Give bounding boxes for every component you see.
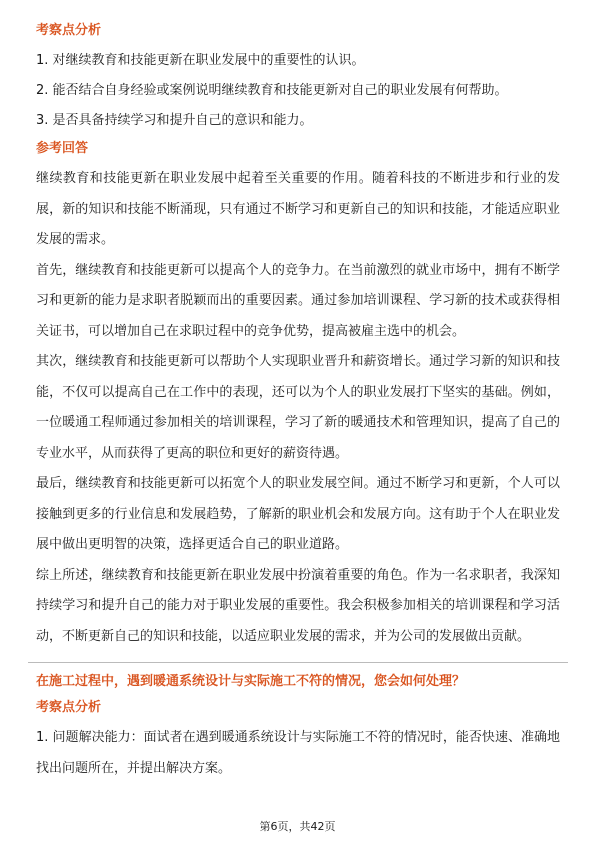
analysis-item: 3. 是否具备持续学习和提升自己的意识和能力。: [36, 113, 313, 128]
analysis-list: [36, 46, 560, 136]
answer-paragraph: 首先，继续教育和技能更新可以提高个人的竞争力。在当前激烈的就业市场中，拥有不断学习和更新的能力是求职者脱颖而出的重要因素。通过参加培训课程、学习新的技术或获得相关证书，可以增加自己在求职过程中的竞争优势，提高被雇主选中的机会。: [36, 262, 560, 339]
answer-paragraph: 其次，继续教育和技能更新可以帮助个人实现职业晋升和薪资增长。通过学习新的知识和技能，不仅可以提高自己在工作中的表现，还可以为个人的职业发展打下坚实的基础。例如，一位暖通工程师通过参加相关的培训课程，学习了新的暖通技术和管理知识，提高了自己的专业水平，从而获得了更高的职位和更好的薪资待遇。: [36, 354, 560, 461]
analysis-item: 2. 能否结合自身经验或案例说明继续教育和技能更新对自己的职业发展有何帮助。: [36, 83, 508, 98]
answer-paragraph: 综上所述，继续教育和技能更新在职业发展中扮演着重要的角色。作为一名求职者，我深知持续学习和提升自己的能力对于职业发展的重要性。我会积极参加相关的培训课程和学习活动，不断更新自己的知识和技能，以适应职业发展的需求，并为公司的发展做出贡献。: [36, 567, 560, 644]
answer-body: [36, 164, 560, 652]
answer-paragraph: 继续教育和技能更新在职业发展中起着至关重要的作用。随着科技的不断进步和行业的发展，新的知识和技能不断涌现，只有通过不断学习和更新自己的知识和技能，才能适应职业发展的需求。: [36, 171, 560, 247]
analysis-heading-2: 考察点分析: [36, 700, 102, 715]
section-divider: [28, 662, 568, 663]
analysis-item: 1. 对继续教育和技能更新在职业发展中的重要性的认识。: [36, 53, 365, 68]
analysis-heading: 考察点分析: [36, 23, 102, 38]
document-page: [36, 22, 560, 784]
reference-answer-heading: 参考回答: [36, 141, 89, 156]
analysis-item: 1. 问题解决能力：面试者在遇到暖通系统设计与实际施工不符的情况时，能否快速、准确地找出问题所在，并提出解决方案。: [36, 730, 560, 776]
page-number: 第6页，共42页: [259, 820, 336, 833]
interview-question: 在施工过程中，遇到暖通系统设计与实际施工不符的情况，您会如何处理？: [36, 674, 466, 689]
answer-paragraph: 最后，继续教育和技能更新可以拓宽个人的职业发展空间。通过不断学习和更新，个人可以接触到更多的行业信息和发展趋势，了解新的职业机会和发展方向。这有助于个人在职业发展中做出更明智的决策，选择更适合自己的职业道路。: [36, 476, 560, 552]
analysis-list-2: [36, 723, 560, 784]
